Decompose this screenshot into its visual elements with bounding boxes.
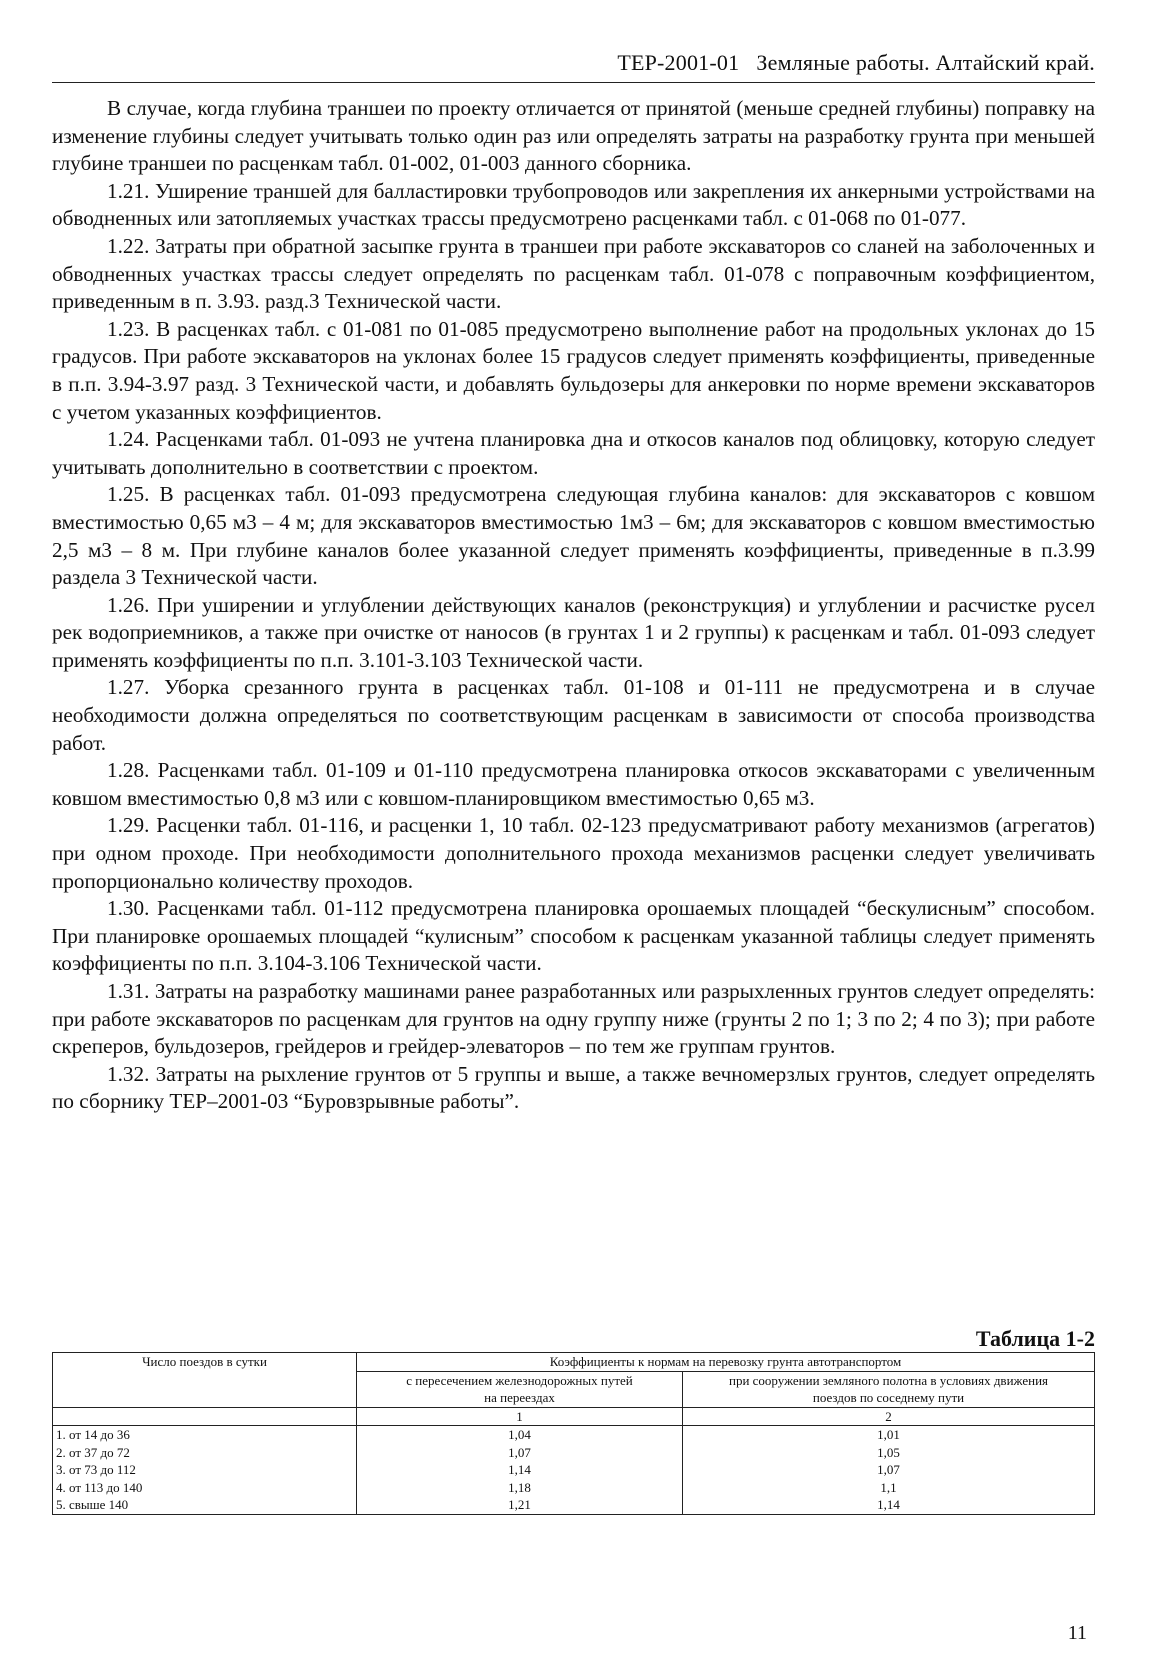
paragraph: В случае, когда глубина траншеи по проекту отличается от принятой (меньше средней глубины) поправку на изменение глубины следует учитывать только один раз или определять затраты на разработку грунта при меньшей глубине траншеи по расценкам табл. 01-002, 01-003 данного сборника. — [52, 96, 1095, 176]
row-label: 2. от 37 до 72 — [56, 1444, 130, 1460]
col3-header — [683, 1371, 1095, 1407]
paragraph: 1.29. Расценки табл. 01-116, и расценки 1, 10 табл. 02-123 предусматривают работу механизмов (агрегатов) при одном проходе. При необходимости дополнительного прохода механизмов расценки следует увеличивать пропорционально количеству проходов. — [52, 813, 1095, 893]
row-label: 1. от 14 до 36 — [56, 1427, 130, 1442]
table-caption: Таблица 1-2 — [975, 1326, 1095, 1351]
table-header-row — [53, 1353, 1095, 1372]
header-code: ТЕР-2001-01 — [617, 50, 740, 75]
row-label: 5. свыше 140 — [56, 1497, 129, 1512]
paragraph: 1.32. Затраты на рыхление грунтов от 5 группы и выше, а также вечномерзлых грунтов, следует определять по сборнику ТЕР–2001-03 “Буровзрывные работы”. — [52, 1061, 1095, 1114]
col3-values-cell — [683, 1426, 1095, 1515]
paragraph: 1.21. Уширение траншей для балластировки трубопроводов или закрепления их анкерными устройствами на обводненных или затопляемых участках трассы предусмотрено расценками табл. с 01-068 по 01-077. — [52, 178, 1095, 231]
col3-header-line: при сооружении земляного полотна в условиях движения — [728, 1372, 1049, 1388]
col3-value: 1,1 — [880, 1479, 897, 1495]
col2-number: 1 — [357, 1407, 683, 1426]
group-header: Коэффициенты к нормам на перевозку грунта автотранспортом — [357, 1353, 1095, 1372]
body-text — [52, 95, 1095, 1116]
paragraph: 1.30. Расценками табл. 01-112 предусмотрена планировка орошаемых площадей “бескулисным” способом. При планировке орошаемых площадей “кулисным” способом к расценкам указанной таблицы следует применять коэффициенты по п.п. 3.104-3.106 Технической части. — [52, 896, 1095, 976]
col3-value: 1,14 — [877, 1497, 900, 1512]
coefficients-table — [52, 1352, 1095, 1515]
empty-cell — [53, 1407, 357, 1426]
row-labels-cell — [53, 1426, 357, 1515]
paragraph: 1.31. Затраты на разработку машинами ранее разработанных или разрыхленных грунтов следует определять: при работе экскаваторов по расценкам для грунтов на одну группу ниже (грунты 2 по 1; 3 по 2; 4 по 3); при работе скреперов, бульдозеров, грейдеров и грейдер-элеваторов – по тем же группам грунтов. — [52, 979, 1095, 1059]
col2-value: 1,04 — [508, 1427, 531, 1442]
page-header — [617, 50, 1095, 76]
col2-value: 1,21 — [508, 1497, 531, 1512]
page-number: 11 — [1067, 1622, 1087, 1644]
row-label: 4. от 113 до 140 — [56, 1479, 143, 1495]
col1-header: Число поездов в сутки — [53, 1353, 357, 1408]
table-data-row — [53, 1426, 1095, 1515]
header-rule — [52, 82, 1095, 83]
paragraph: 1.25. В расценках табл. 01-093 предусмотрена следующая глубина каналов: для экскаваторов с ковшом вместимостью 0,65 м3 – 4 м; для экскаваторов вместимостью 1м3 – 6м; для экскаваторов с ковшом вместимостью 2,5 м3 – 8 м. При глубине каналов более указанной следует применять коэффициенты, приведенные в п.3.99 раздела 3 Технической части. — [52, 482, 1095, 590]
paragraph: 1.23. В расценках табл. с 01-081 по 01-085 предусмотрено выполнение работ на продольных уклонах до 15 градусов. При работе экскаваторов на уклонах более 15 градусов следует применять коэффициенты, приведенные в п.п. 3.94-3.97 разд. 3 Технической части, и добавлять бульдозеры для анкеровки по норме времени экскаваторов с учетом указанных коэффициентов. — [52, 316, 1095, 424]
paragraph: 1.24. Расценками табл. 01-093 не учтена планировка дна и откосов каналов под облицовку, которую следует учитывать дополнительно в соответствии с проектом. — [52, 427, 1095, 479]
paragraph: 1.27. Уборка срезанного грунта в расценках табл. 01-108 и 01-111 не предусмотрена и в случае необходимости должна определяться по соответствующим расценкам в зависимости от способа производства работ. — [52, 675, 1095, 755]
col3-number: 2 — [683, 1407, 1095, 1426]
col3-value: 1,01 — [877, 1427, 900, 1442]
row-label: 3. от 73 до 112 — [56, 1462, 136, 1477]
paragraph: 1.26. При уширении и углублении действующих каналов (реконструкция) и углублении и расчистке русел рек водоприемников, а также при очистке от наносов (в грунтах 1 и 2 группы) к расценкам и табл. 01-093 следует применять коэффициенты по п.п. 3.101-3.103 Технической части. — [52, 592, 1095, 672]
col2-value: 1,18 — [508, 1479, 531, 1495]
col3-value: 1,07 — [877, 1462, 900, 1477]
col2-value: 1,07 — [508, 1444, 531, 1460]
col3-header-line: поездов по соседнему пути — [812, 1390, 965, 1405]
col3-value: 1,05 — [877, 1444, 900, 1460]
col2-header-line: с пересечением железнодорожных путей — [406, 1372, 633, 1388]
paragraph: 1.28. Расценками табл. 01-109 и 01-110 предусмотрена планировка откосов экскаваторами с увеличенным ковшом вместимостью 0,8 м3 или с ковшом-планировщиком вместимостью 0,65 м3. — [52, 758, 1095, 810]
header-title: Земляные работы. Алтайский край. — [756, 50, 1095, 75]
col2-header-line: на переездах — [484, 1390, 555, 1405]
col2-header — [357, 1371, 683, 1407]
col2-values-cell — [357, 1426, 683, 1515]
paragraph: 1.22. Затраты при обратной засыпке грунта в траншеи при работе экскаваторов со сланей на заболоченных и обводненных участках трассы следует определять по расценкам табл. 01-078 с поправочным коэффициентом, приведенным в п. 3.93. разд.3 Технической части. — [52, 233, 1095, 314]
table-numbering-row — [53, 1407, 1095, 1426]
col2-value: 1,14 — [508, 1462, 531, 1477]
